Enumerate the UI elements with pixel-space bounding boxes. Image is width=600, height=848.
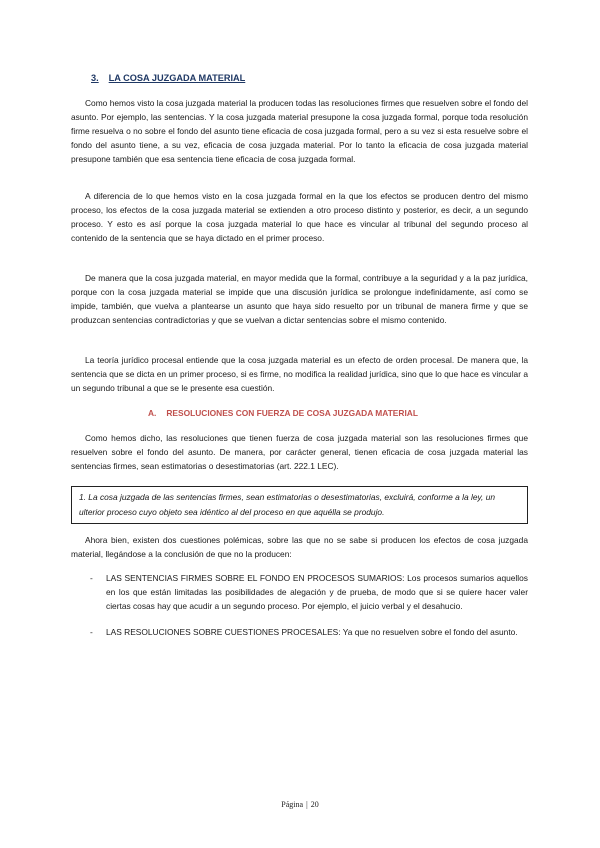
list-item	[71, 572, 528, 614]
subsection-title: RESOLUCIONES CON FUERZA DE COSA JUZGADA MATERIAL	[166, 408, 418, 418]
sub-paragraph-1: Como hemos dicho, las resoluciones que tienen fuerza de cosa juzgada material son las resoluciones firmes que resuelven sobre el fondo del asunto. De manera, por carácter general, tienen eficacia de cosa juzgada material las sentencias firmes, sean estimatorias o desestimatorias (art. 222.1 LEC).	[71, 433, 528, 471]
section-heading	[91, 73, 245, 83]
paragraph-3: De manera que la cosa juzgada material, en mayor medida que la formal, contribuye a la seguridad y a la paz jurídica, porque con la cosa juzgada material se impide que una discusión jurídica se prolongue indefinidamente, así como se impide, también, que vuelva a plantearse un asunto que haya sido resuelto por un tribunal de manera firme y que se produzcan sentencias contradictorias y que se vuelvan a dictar sentencias sobre el mismo contenido.	[71, 273, 528, 325]
sub-paragraph-2: Ahora bien, existen dos cuestiones polémicas, sobre las que no se sabe si producen los efectos de cosa juzgada material, llegándose a la conclusión de que no la producen:	[71, 535, 528, 559]
bullet-dash: -	[90, 573, 93, 583]
section-title: LA COSA JUZGADA MATERIAL	[108, 73, 246, 83]
bullet-dash: -	[90, 626, 93, 637]
bullet-text: LAS RESOLUCIONES SOBRE CUESTIONES PROCESALES: Ya que no resuelven sobre el fondo del asunto.	[106, 626, 518, 637]
legal-quote-box: 1. La cosa juzgada de las sentencias firmes, sean estimatorias o desestimatorias, excluirá, conforme a la ley, un ulterior proceso cuyo objeto sea idéntico al del proceso en que aquélla se produjo.	[71, 486, 528, 524]
paragraph-4: La teoría jurídico procesal entiende que la cosa juzgada material es un efecto de orden procesal. De manera que, la sentencia que se dicta en un primer proceso, si es firme, no modifica la realidad jurídica, sino que lo que hace es vincular a un segundo tribunal a que se le presente esa cuestión.	[71, 355, 528, 393]
footer-separator: |	[306, 800, 308, 809]
section-number: 3.	[91, 73, 99, 83]
page-number: 20	[310, 800, 319, 809]
paragraph-2: A diferencia de lo que hemos visto en la cosa juzgada formal en la que los efectos se producen dentro del mismo proceso, los efectos de la cosa juzgada material se extienden a otro proceso distinto y posterior, es decir, a un segundo proceso. Y esto es así porque la cosa juzgada material lo que hace es vincular al tribunal del segundo proceso al contenido de la sentencia que se haya dictado en el primer proceso.	[71, 191, 528, 243]
bullet-text: LAS SENTENCIAS FIRMES SOBRE EL FONDO EN PROCESOS SUMARIOS: Los procesos sumarios aquellos en los que están limitadas las posibilidades de alegación y de prueba, de modo que si se quiere hacer valer ciertas cosas hay que acudir a un segundo proceso. Por ejemplo, el juicio verbal y el desahucio.	[106, 573, 528, 611]
footer-label: Página	[281, 800, 304, 809]
bullet-list	[71, 572, 528, 640]
subsection-letter: A.	[148, 408, 157, 418]
page-footer	[0, 800, 600, 809]
paragraph-1: Como hemos visto la cosa juzgada material la producen todas las resoluciones firmes que resuelven sobre el fondo del asunto. Por ejemplo, las sentencias. Y la cosa juzgada material presupone la cosa juzgada formal, porque toda resolución firme resuelva o no sobre el fondo del asunto tiene eficacia de cosa juzgada formal, pero a su vez si esta resuelve sobre el fondo del asunto tiene, a su vez, eficacia de cosa juzgada material. Por lo tanto la eficacia de cosa juzgada material presupone también que esa sentencia tiene eficacia de cosa juzgada formal.	[71, 98, 528, 164]
subsection-heading	[148, 408, 418, 418]
list-item	[71, 626, 528, 640]
